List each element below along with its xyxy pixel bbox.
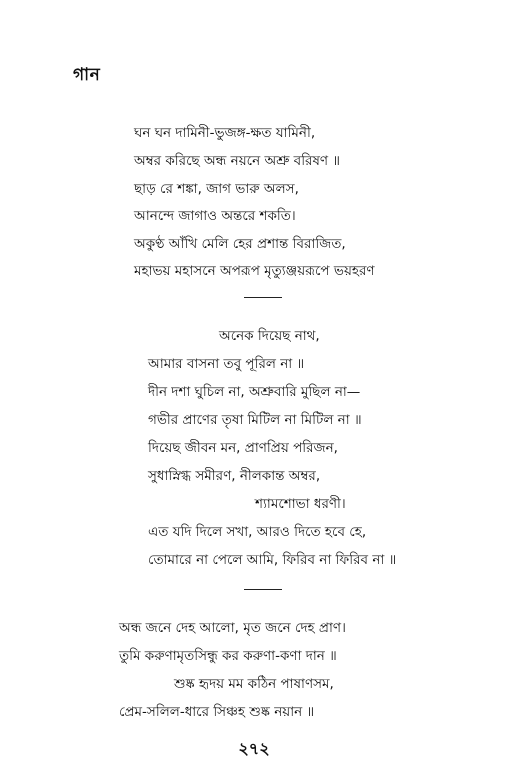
song-line: ঘন ঘন দামিনী-ভুজঙ্গ-ক্ষত যামিনী,: [134, 125, 316, 141]
song-line: সুধাস্নিগ্ধ সমীরণ, নীলকান্ত অম্বর,: [148, 468, 321, 484]
song-line: আনন্দে জাগাও অন্তরে শকতি।: [134, 208, 296, 224]
song-line: প্রেম-সলিল-ধারে সিঞ্চহ শুষ্ক নয়ান ॥: [119, 704, 315, 720]
song-divider: [244, 297, 282, 298]
song-divider: [244, 589, 282, 590]
song-line: অম্বর করিছে অন্ধ নয়নে অশ্রু বরিষণ ॥: [134, 153, 341, 169]
song-line: ছাড় রে শঙ্কা, জাগ ভারু অলস,: [134, 181, 299, 197]
song-line: গভীর প্রাণের তৃষা মিটিল না মিটিল না ॥: [148, 412, 362, 428]
song-line: শুষ্ক হৃদয় মম কঠিন পাষাণসম,: [174, 676, 334, 692]
song-line: অকুণ্ঠ আঁখি মেলি হের প্রশান্ত বিরাজিত,: [134, 236, 346, 252]
song-line: দীন দশা ঘুচিল না, অশ্রুবারি মুছিল না—: [148, 384, 361, 400]
song-line: অন্ধ জনে দেহ আলো, মৃত জনে দেহ প্রাণ।: [119, 620, 346, 636]
song-line: এত যদি দিলে সখা, আরও দিতে হবে হে,: [148, 524, 367, 540]
song-line: আমার বাসনা তবু পূরিল না ॥: [148, 356, 305, 372]
page-number: ২৭২: [238, 739, 270, 758]
song-line: অনেক দিয়েছ নাথ,: [219, 328, 320, 344]
song-line: তুমি করুণামৃতসিন্ধু কর করুণা-কণা দান ॥: [119, 648, 337, 664]
song-line: দিয়েছ জীবন মন, প্রাণপ্রিয় পরিজন,: [148, 440, 338, 456]
song-line: তোমারে না পেলে আমি, ফিরিব না ফিরিব না ॥: [148, 552, 397, 568]
song-line: মহাভয় মহাসনে অপরূপ মৃত্যুঞ্জয়রূপে ভয়হরণ: [134, 263, 375, 279]
song-line: শ্যামশোভা ধরণী।: [255, 496, 346, 512]
section-heading: গান: [73, 65, 101, 85]
